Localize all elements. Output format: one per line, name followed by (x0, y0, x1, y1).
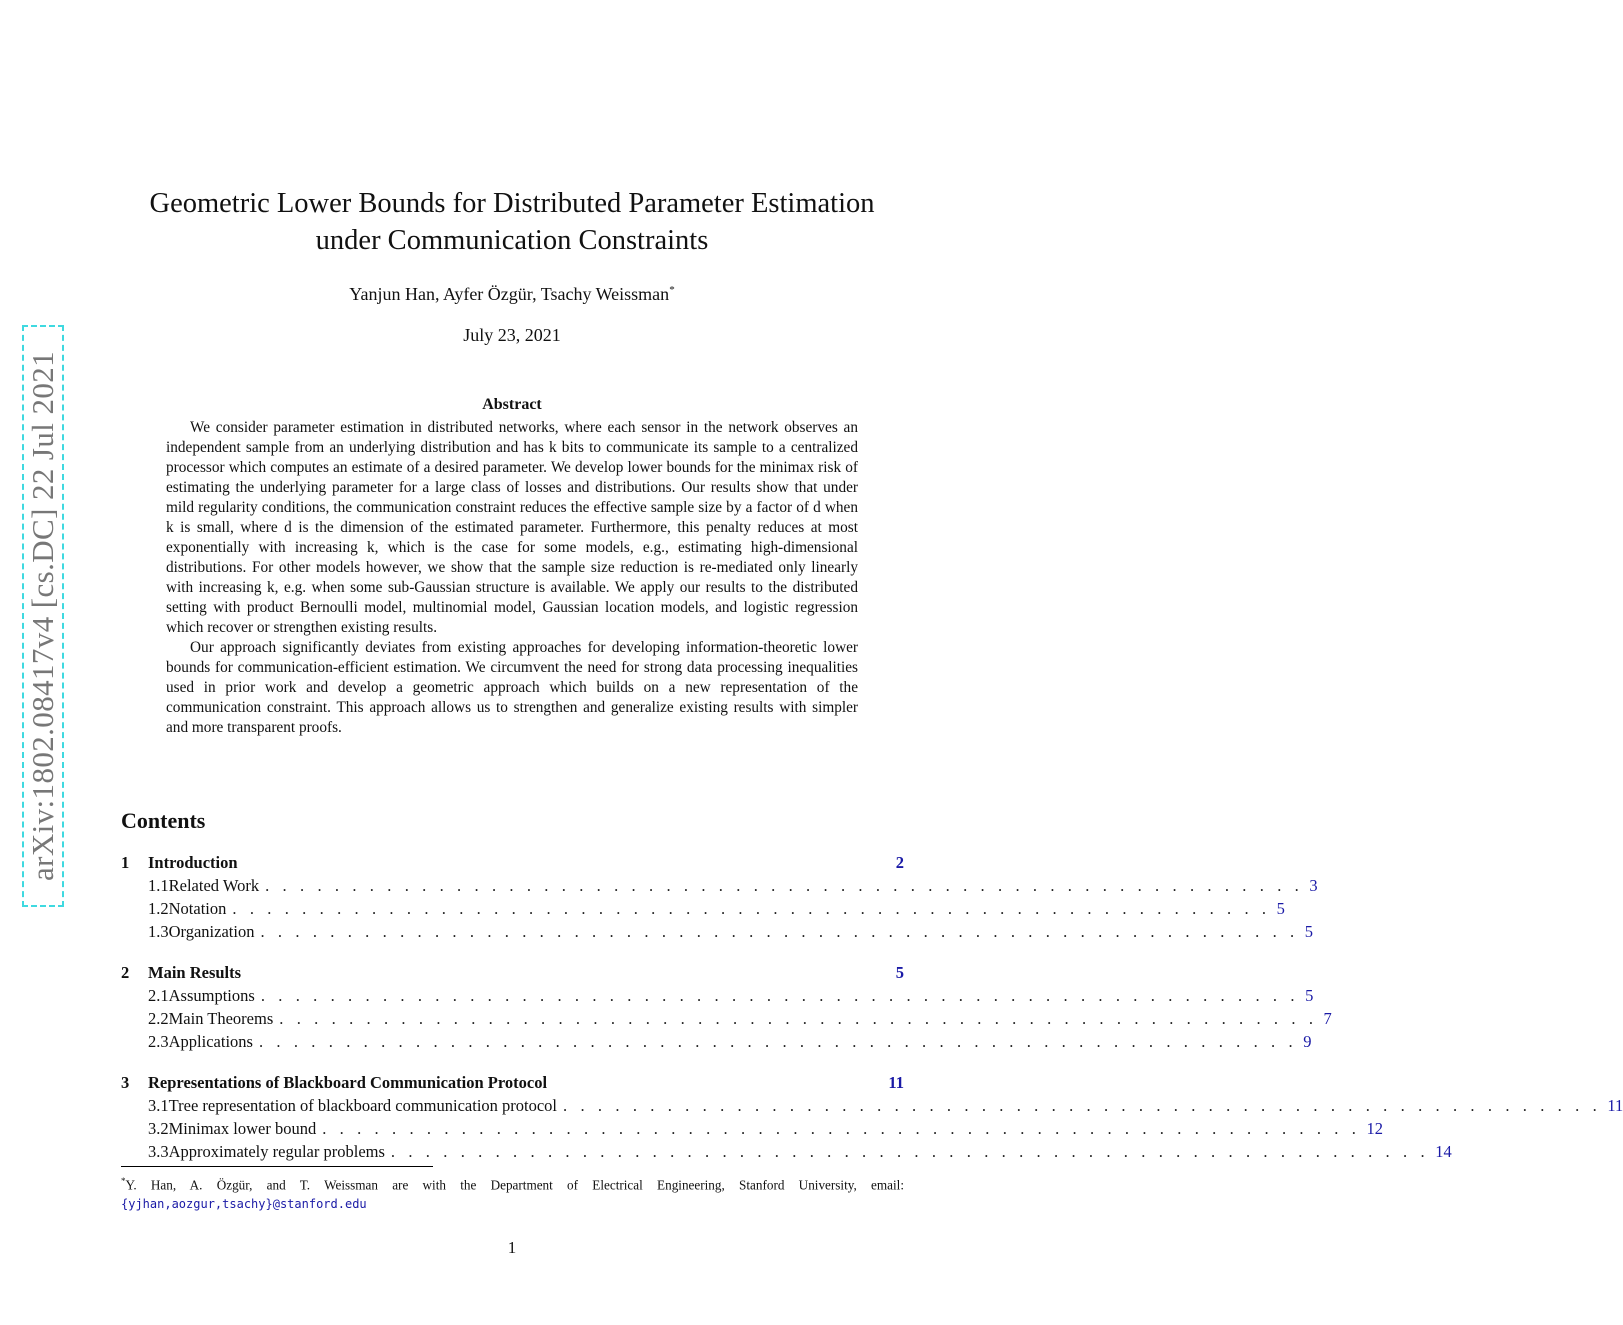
toc-page-link[interactable]: 2 (895, 853, 904, 872)
toc-subsection-number: 1.3 (148, 922, 169, 941)
toc-subsection-number: 2.2 (148, 1009, 169, 1028)
toc-page-link[interactable]: 12 (1366, 1119, 1383, 1138)
footnote-mark: * (121, 1176, 126, 1186)
toc-page-link[interactable]: 11 (888, 1073, 904, 1092)
toc-subsection-title: Approximately regular problems (168, 1142, 385, 1161)
toc-section-number: 1 (121, 853, 130, 872)
toc-leader-dots: . . . . . . . . . . . . . . . . . . . . . . . . . . . . . . . . . . . . . . . . . . . . . . . . . . . . . . . . . . . . (260, 922, 1299, 941)
toc-leader-dots: . . . . . . . . . . . . . . . . . . . . . . . . . . . . . . . . . . . . . . . . . . . . . . . . . . . . . . . . . . . . (232, 899, 1271, 918)
toc-section-2[interactable] (121, 963, 904, 986)
toc-subsection-number: 3.1 (148, 1096, 169, 1115)
toc-subsection-number: 2.1 (148, 986, 169, 1005)
toc-page-link[interactable]: 14 (1435, 1142, 1452, 1161)
contents-heading: Contents (121, 808, 206, 833)
toc-page-link[interactable]: 3 (1309, 876, 1318, 895)
footnote-rule (121, 1166, 433, 1167)
toc-subsection-3-3[interactable] (121, 1142, 1452, 1165)
toc-subsection-title: Notation (168, 899, 227, 918)
abstract-body (166, 418, 858, 738)
toc-leader-dots: . . . . . . . . . . . . . . . . . . . . . . . . . . . . . . . . . . . . . . . . . . . . . . . . . . . . . . . . . . . . (265, 876, 1304, 895)
toc-subsection-number: 1.2 (148, 899, 169, 918)
toc-section-number: 2 (121, 963, 130, 982)
toc-page-link[interactable]: 11 (1607, 1096, 1623, 1115)
toc-section-title: Introduction (148, 853, 238, 872)
toc-page-link[interactable]: 5 (1305, 986, 1314, 1005)
toc-page-link[interactable]: 7 (1323, 1009, 1332, 1028)
toc-page-link[interactable]: 5 (1304, 922, 1313, 941)
toc-leader-dots: . . . . . . . . . . . . . . . . . . . . . . . . . . . . . . . . . . . . . . . . . . . . . . . . . . . . . . . . . . . . (260, 986, 1300, 1005)
toc-subsection-number: 3.2 (148, 1119, 169, 1138)
toc-section-title: Main Results (148, 963, 242, 982)
abstract-paragraph-2: Our approach significantly deviates from existing approaches for developing information-theoretic lower bounds for communication-efficient estimation. We circumvent the need for strong data processing inequalities used in prior work and develop a geometric approach which builds on a new representation of the communication constraint. This approach allows us to strengthen and generalize existing results with simpler and more transparent proofs. (166, 639, 858, 736)
toc-subsection-title: Applications (168, 1032, 253, 1051)
toc-leader-dots: . . . . . . . . . . . . . . . . . . . . . . . . . . . . . . . . . . . . . . . . . . . . . . . . . . . . . . . . . . . . (258, 1032, 1298, 1051)
authors (0, 284, 1024, 305)
toc-subsection-title: Tree representation of blackboard communication protocol (168, 1096, 558, 1115)
author-footnote-mark[interactable]: * (669, 284, 675, 296)
arxiv-stamp[interactable]: arXiv:1802.08417v4 [cs.DC] 22 Jul 2021 (25, 350, 60, 882)
toc-subsection-3-1[interactable] (121, 1096, 1623, 1119)
toc-page-link[interactable]: 5 (1276, 899, 1285, 918)
toc-leader-dots: . . . . . . . . . . . . . . . . . . . . . . . . . . . . . . . . . . . . . . . . . . . . . . . . . . . . . . . . . . . . (563, 1096, 1602, 1115)
toc-section-3[interactable] (121, 1073, 904, 1096)
toc-gap (121, 1055, 904, 1073)
page-number: 1 (507, 1238, 517, 1257)
toc-subsection-2-1[interactable] (121, 986, 1314, 1009)
toc-leader-dots: . . . . . . . . . . . . . . . . . . . . . . . . . . . . . . . . . . . . . . . . . . . . . . . . . . . . . . . . . . . . (322, 1119, 1361, 1138)
toc-section-title: Representations of Blackboard Communication Protocol (148, 1073, 548, 1092)
toc-subsection-1-2[interactable] (121, 899, 1285, 922)
toc-leader-dots: . . . . . . . . . . . . . . . . . . . . . . . . . . . . . . . . . . . . . . . . . . . . . . . . . . . . . . . . . . . . (390, 1142, 1430, 1161)
toc-section-number: 3 (121, 1073, 130, 1092)
toc-subsection-3-2[interactable] (121, 1119, 1383, 1142)
footnote (121, 1172, 904, 1214)
toc-subsection-title: Organization (168, 922, 255, 941)
abstract-paragraph-1: We consider parameter estimation in distributed networks, where each sensor in the network observes an independent sample from an underlying distribution and has k bits to communicate its sample to a centralized processor which computes an estimate of a desired parameter. We develop lower bounds for the minimax risk of estimating the underlying parameter for a large class of losses and distributions. Our results show that under mild regularity conditions, the communication constraint reduces the effective sample size by a factor of d when k is small, where d is the dimension of the estimated parameter. Furthermore, this penalty reduces at most exponentially with increasing k, which is the case for some models, e.g., estimating high-dimensional distributions. For other models however, we show that the sample size reduction is re-mediated only linearly with increasing k, e.g. when some sub-Gaussian structure is available. We apply our results to the distributed setting with product Bernoulli model, multinomial model, Gaussian location models, and logistic regression which recover or strengthen existing results. (166, 419, 858, 636)
toc-page-link[interactable]: 9 (1303, 1032, 1312, 1051)
footnote-text: Y. Han, A. Özgür, and T. Weissman are with the Department of Electrical Engineering, Stanford University, email: (125, 1177, 904, 1193)
paper-date: July 23, 2021 (463, 325, 561, 345)
toc-gap (121, 945, 904, 963)
toc-section-1[interactable] (121, 853, 904, 876)
toc-subsection-title: Related Work (168, 876, 260, 895)
toc-subsection-number: 3.3 (148, 1142, 169, 1161)
title-line-1: Geometric Lower Bounds for Distributed Parameter Estimation (149, 188, 875, 219)
toc-subsection-title: Assumptions (168, 986, 255, 1005)
toc-subsection-title: Minimax lower bound (168, 1119, 317, 1138)
toc-subsection-title: Main Theorems (168, 1009, 274, 1028)
table-of-contents (121, 853, 1623, 1165)
author-names: Yanjun Han, Ayfer Özgür, Tsachy Weissman (349, 284, 670, 304)
toc-page-link[interactable]: 5 (895, 963, 904, 982)
abstract-heading: Abstract (482, 396, 542, 413)
toc-subsection-number: 2.3 (148, 1032, 169, 1051)
paper-title (0, 185, 1024, 259)
toc-subsection-1-3[interactable] (121, 922, 1313, 945)
toc-subsection-2-3[interactable] (121, 1032, 1312, 1055)
title-line-2: under Communication Constraints (315, 225, 709, 256)
toc-subsection-1-1[interactable] (121, 876, 1318, 899)
toc-leader-dots: . . . . . . . . . . . . . . . . . . . . . . . . . . . . . . . . . . . . . . . . . . . . . . . . . . . . . . . . . . . . (279, 1009, 1318, 1028)
toc-subsection-number: 1.1 (148, 876, 169, 895)
toc-subsection-2-2[interactable] (121, 1009, 1332, 1032)
footnote-email-link[interactable]: {yjhan,aozgur,tsachy}@stanford.edu (121, 1197, 367, 1212)
